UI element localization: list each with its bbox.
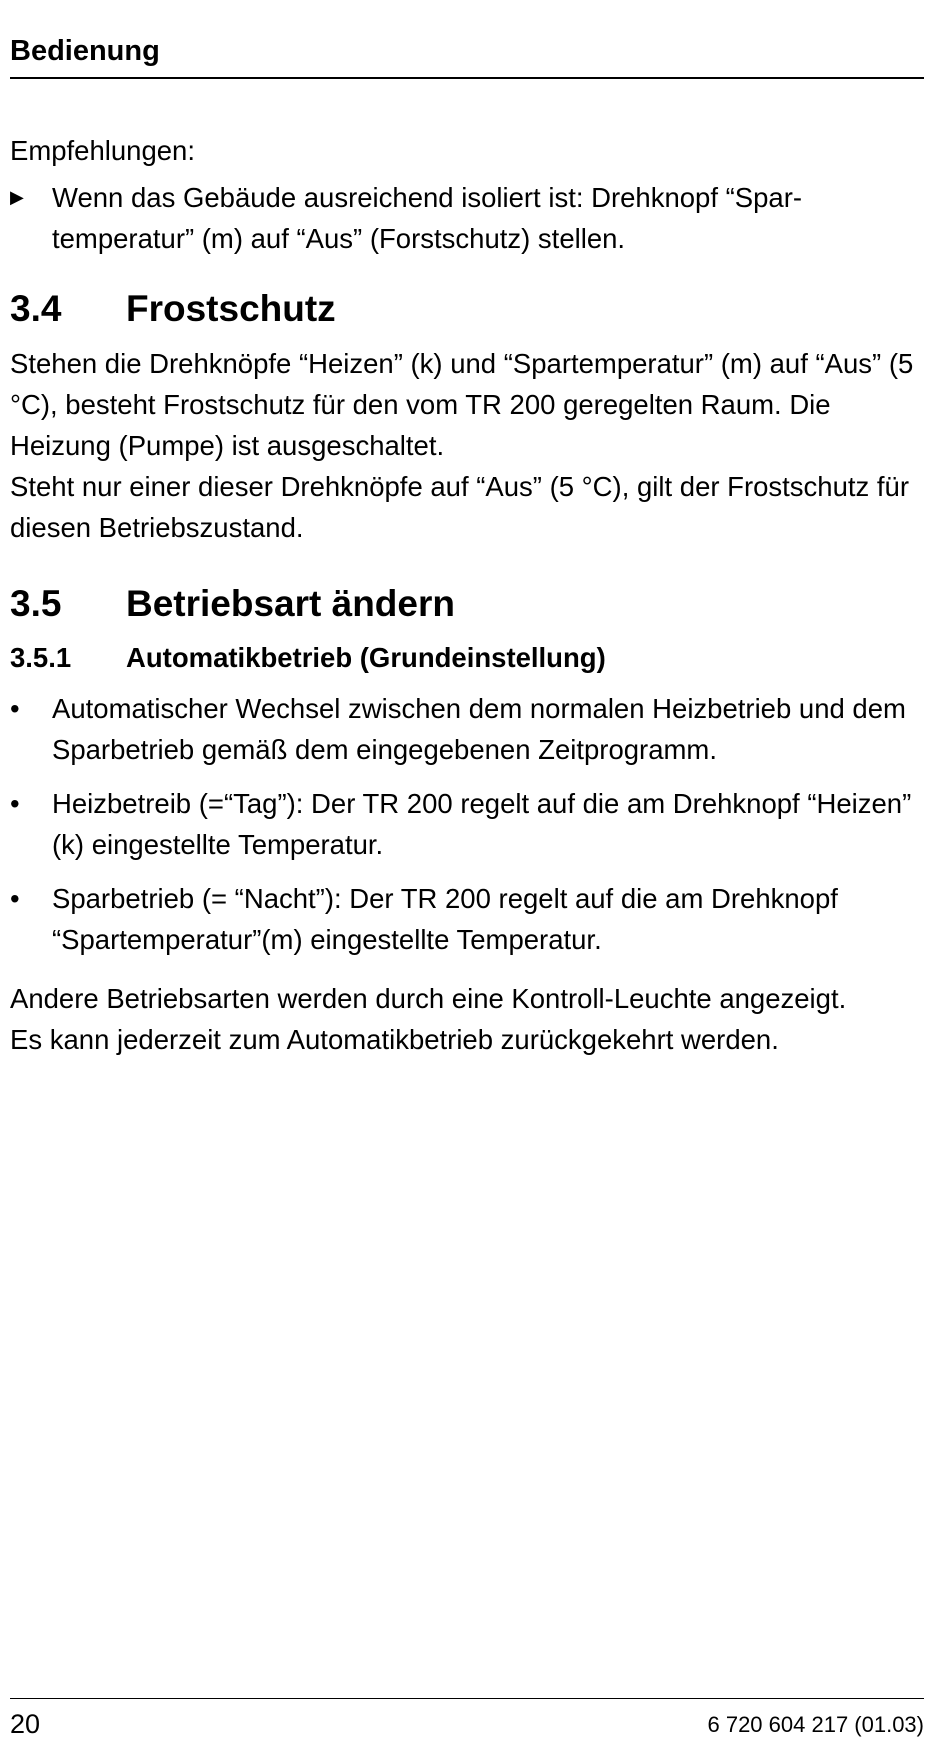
- recommendations-label: Empfehlungen:: [10, 135, 195, 166]
- page-header: [10, 33, 924, 79]
- section-number: 3.4: [10, 288, 62, 329]
- list-item-text: Automatischer Wechsel zwischen dem normalen Heizbetrieb und dem Sparbetrieb gemäß dem eingegebenen Zeitprogramm.: [52, 693, 906, 765]
- page-number: 20: [10, 1709, 41, 1739]
- recommendations-list: [10, 177, 924, 259]
- paragraph: Stehen die Drehknöpfe “Heizen” (k) und “Spartemperatur” (m) auf “Aus” (5 °C), besteht Frostschutz für den vom TR 200 geregelten Raum. Die Heizung (Pumpe) ist ausgeschaltet.: [10, 348, 914, 461]
- paragraph: Es kann jederzeit zum Automatikbetrieb zurückgekehrt werden.: [10, 1024, 779, 1055]
- subsection-number: 3.5.1: [10, 642, 72, 673]
- section-heading: [10, 285, 924, 333]
- list-item: [10, 878, 924, 960]
- paragraph: Steht nur einer dieser Drehknöpfe auf “Aus” (5 °C), gilt der Frostschutz für diesen Betriebszustand.: [10, 471, 910, 543]
- list-item-text: Sparbetrieb (= “Nacht”): Der TR 200 regelt auf die am Drehknopf “Spartemperatur”(m) eingestellte Temperatur.: [52, 883, 838, 955]
- bullet-icon: •: [10, 788, 20, 819]
- paragraph: Andere Betriebsarten werden durch eine Kontroll-Leuchte angezeigt.: [10, 983, 847, 1014]
- list-item: [10, 688, 924, 770]
- list-item-text: Wenn das Gebäude ausreichend isoliert ist: Drehknopf “Spartemperatur” (m) auf “Aus” (Forstschutz) stellen.: [52, 182, 803, 254]
- section-title: Betriebsart ändern: [126, 583, 455, 624]
- section-betriebsart: [10, 580, 924, 1060]
- section-title: Frostschutz: [126, 288, 336, 329]
- section-heading: [10, 580, 924, 628]
- list-item: [10, 177, 924, 259]
- section-frostschutz: [10, 285, 924, 548]
- bullet-icon: •: [10, 693, 20, 724]
- section-number: 3.5: [10, 583, 62, 624]
- list-item-text: Heizbetreib (=“Tag”): Der TR 200 regelt auf die am Drehknopf “Heizen” (k) eingestellte Temperatur.: [52, 788, 912, 860]
- list-item: [10, 783, 924, 865]
- document-number: 6 720 604 217 (01.03): [707, 1712, 924, 1737]
- bullet-icon: •: [10, 883, 20, 914]
- subsection-heading: [10, 638, 924, 678]
- automatik-list: [10, 688, 924, 960]
- subsection-title: Automatikbetrieb (Grundeinstellung): [126, 642, 606, 673]
- page-content: [10, 130, 924, 1060]
- page-footer: [10, 1698, 924, 1741]
- header-title: Bedienung: [10, 35, 160, 67]
- arrow-bullet-icon: ▶: [10, 187, 24, 207]
